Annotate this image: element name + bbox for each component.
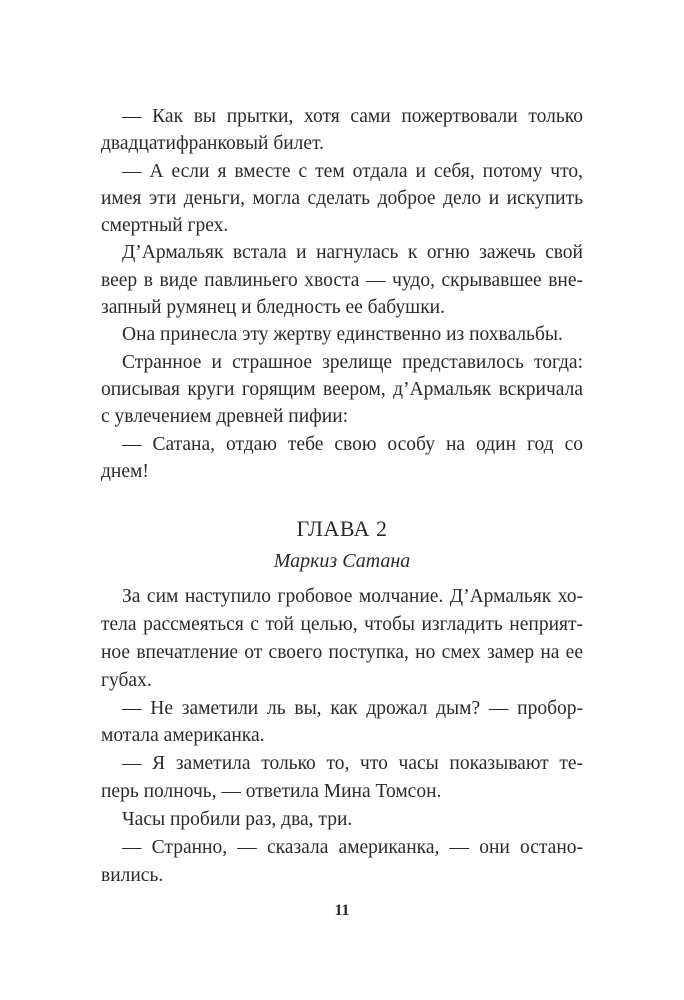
text-line: — Не заметили ль вы, как дрожал дым? — пробор- [122,697,583,719]
text-line: Странное и страшное зрелище представилось тогда: [122,351,583,373]
text-line: запный румянец и бледность ее бабушки. [101,297,445,319]
text-line: — Сатана, отдаю тебе свою особу на один год со [122,433,583,455]
text-line: губах. [101,669,152,691]
text-line: За сим наступило гробовое молчание. Д’Армальяк хо- [122,586,583,607]
text-line: описывая круги горящим веером, д’Армальяк вскричала [101,378,583,400]
paragraph [101,583,583,695]
text-line: мотала американка. [101,725,265,747]
paragraph [101,103,583,158]
text-line: — Как вы прытки, хотя сами пожертвовали только [122,106,583,127]
text-line: имея эти деньги, могла сделать доброе дело и искупить [101,187,583,209]
text-line: смертный грех. [101,215,229,237]
text-line: веер в виде павлиньего хвоста — чудо, скрывавшее вне- [101,269,583,291]
paragraph [101,158,583,240]
paragraph [101,239,583,321]
paragraph [101,349,583,431]
text-line: с увлечением древней пифии: [101,406,349,428]
text-line: — А если я вместе с тем отдала и себя, потому что, [122,160,583,182]
text-block-before-chapter [101,103,583,485]
paragraph [101,834,583,890]
paragraph [101,321,583,348]
text-line: Часы пробили раз, два, три. [122,809,353,831]
text-block-chapter-2 [101,583,583,890]
chapter-subtitle: Маркиз Сатана [273,550,411,572]
text-line: — Странно, — сказала американка, — они остано- [122,837,583,859]
text-line: двадцатифранковый билет. [101,133,324,155]
paragraph [101,695,583,751]
text-line: — Я заметила только то, что часы показывают те- [122,753,583,775]
text-line: тела рассмеяться с той целью, чтобы изгладить неприят- [101,613,583,635]
text-line: Д’Армальяк встала и нагнулась к огню зажечь свой [122,242,583,264]
page-number: 11 [334,902,350,919]
chapter-heading: ГЛАВА 2 [296,516,388,541]
text-line: днем! [101,460,149,482]
paragraph [101,750,583,806]
paragraph [101,431,583,486]
text-line: перь полночь, — ответила Мина Томсон. [101,781,442,803]
text-line: ное впечатление от своего поступка, но смех замер на ее [101,641,583,663]
text-line: Она принесла эту жертву единственно из похвальбы. [122,324,563,346]
text-line: вились. [101,864,164,886]
paragraph [101,806,583,834]
